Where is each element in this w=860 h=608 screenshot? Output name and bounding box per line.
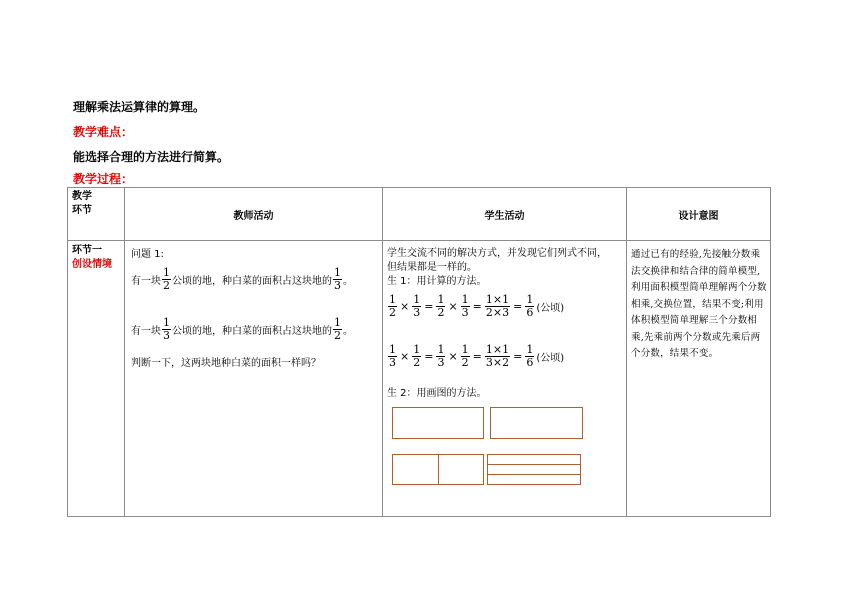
stage-name: 创设情境 [72,259,112,270]
sentence-1-middle: 公顷的地，种白菜的面积占这块地的 [172,276,332,287]
design-intent-cell [627,241,771,517]
student-text-2: 但结果都是一样的。 [387,262,477,273]
sentence-1-start: 有一块 [131,276,161,287]
teacher-sentence-1 [131,267,353,292]
fraction-1-3: $\frac{1}{3}$ [334,266,341,292]
teacher-question: 判断一下，这两块地种白菜的面积一样吗？ [131,358,321,369]
process-heading: 教学过程： [73,172,134,186]
difficulty-text: 能选择合理的方法进行简算。 [73,150,230,164]
header-stage [68,188,125,241]
header-design: 设计意图 [627,188,771,241]
fraction-1-3: $\frac{1}{3}$ [163,316,170,342]
teacher-sentence-2 [131,317,353,342]
fraction-1-2: $\frac{1}{2}$ [334,316,341,342]
student-text-4: 生 2：用画图的方法。 [387,388,487,399]
lesson-process-table [67,187,771,517]
header-stage-line2: 环节 [72,205,92,216]
difficulty-heading: 教学难点： [73,125,134,139]
divider-vertical [438,455,439,484]
equation-2: $\frac{1}{3}$ × $\frac{1}{2}$ = $\frac{1}{3}$ × $\frac{1}{2}$ = $\frac{1\times 1}{3\times 2}$ = $\frac{1}{6}$ (公顷) [389,343,565,369]
fraction-1-2: $\frac{1}{2}$ [163,266,170,292]
design-intent-text: 通过已有的经验,先接触分数乘法交换律和结合律的简单模型,利用面积模型简单理解两个分数相乘,交换位置，结果不变;利用体积模型简单理解三个分数相乘,先乘前两个分数或先乘后两个分数，结果不变。 [631,249,767,359]
area-model-rect-3 [392,454,484,485]
header-teacher: 教师活动 [125,188,383,241]
sentence-2-start: 有一块 [131,326,161,337]
question-label: 问题 1: [131,249,164,260]
divider-horizontal-1 [488,464,580,465]
sentence-2-end: 。 [343,326,353,337]
sentence-1-end: 。 [343,276,353,287]
student-text-1: 学生交流不同的解决方式，并发现它们列式不同， [387,248,607,259]
stage-cell [68,241,125,517]
equation-1: $\frac{1}{2}$ × $\frac{1}{3}$ = $\frac{1}{2}$ × $\frac{1}{3}$ = $\frac{1\times 1}{2\times 3}$ = $\frac{1}{6}$ (公顷) [389,293,565,319]
student-activity-cell [383,241,627,517]
goal-text: 理解乘法运算律的算理。 [73,100,206,114]
unit-hectare: (公顷) [536,303,565,314]
student-text-3: 生 1：用计算的方法。 [387,276,487,287]
header-stage-line1: 教学 [72,191,92,202]
table-row [68,241,771,517]
header-student: 学生活动 [383,188,627,241]
stage-label: 环节一 [72,245,102,256]
teacher-activity-cell [125,241,383,517]
divider-horizontal-2 [488,474,580,475]
unit-hectare: (公顷) [536,353,565,364]
table-header-row [68,188,771,241]
area-model-rect-2 [490,407,583,439]
area-model-rect-1 [392,407,484,439]
area-model-rect-4 [487,454,581,485]
sentence-2-middle: 公顷的地，种白菜的面积占这块地的 [172,326,332,337]
